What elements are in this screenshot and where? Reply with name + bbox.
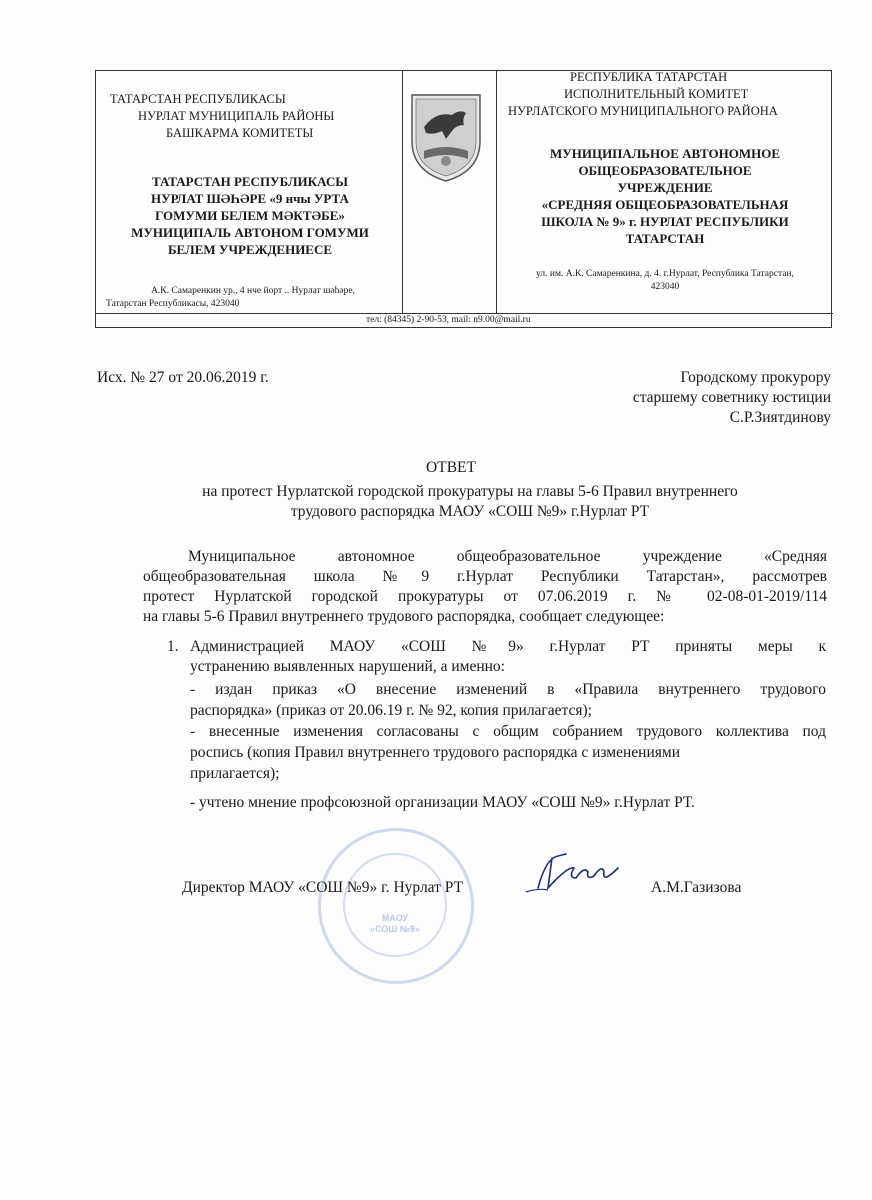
letterhead-right-heading: РЕСПУБЛИКА ТАТАРСТАН ИСПОЛНИТЕЛЬНЫЙ КОМИТЕТ НУРЛАТСКОГО МУНИЦИПАЛЬНОГО РАЙОНА xyxy=(508,70,778,118)
letterhead-left-heading: ТАТАРСТАН РЕСПУБЛИКАСЫ НУРЛАТ МУНИЦИПАЛЬ РАЙОНЫ БАШКАРМА КОМИТЕТЫ xyxy=(110,92,335,140)
list-item: - внесенные изменения согласованы с общим собранием трудового коллектива под xyxy=(190,723,826,740)
document-title: ОТВЕТ xyxy=(426,459,476,476)
signature-position: Директор МАОУ «СОШ №9» г. Нурлат РТ xyxy=(182,879,464,896)
addressee-block: Городскому прокурору старшему советнику юстиции С.Р.Зиятдинову xyxy=(632,369,831,426)
letterhead-left-address: А.К. Самаренкин ур., 4 нче йорт .. Нурлат шәһәре, Татарстан Республикасы, 423040 xyxy=(106,286,355,309)
intro-paragraph: Муниципальное автономное общеобразовательное учреждение «Средняя общеобразовательная школа №9 г.Нурлат Республики Татарстан», рассмотрев протест Нурлатской городской прокуратуры от 07.06.2019 г. № 02-08-01-2019/114 на главы 5-6 Правил внутреннего трудового распорядка, сообщает следующее: xyxy=(143,548,827,625)
handwritten-signature-icon xyxy=(518,848,628,898)
list-item: - учтено мнение профсоюзной организации МАОУ «СОШ №9» г.Нурлат РТ. xyxy=(190,794,695,811)
letterhead-right-address: ул. им. А.К. Самаренкина, д. 4. г.Нурлат, Республика Татарстан, 423040 xyxy=(536,269,794,292)
letterhead-right-school: МУНИЦИПАЛЬНОЕ АВТОНОМНОЕ ОБЩЕОБРАЗОВАТЕЛЬНОЕ УЧРЕЖДЕНИЕ «СРЕДНЯЯ ОБЩЕОБРАЗОВАТЕЛЬНАЯ ШКОЛА № 9» г. НУРЛАТ РЕСПУБЛИКИ ТАТАРСТАН xyxy=(541,146,789,246)
outgoing-ref-number: Исх. № 27 от 20.06.2019 г. xyxy=(97,369,269,386)
letterhead-divider-right xyxy=(496,71,497,313)
faded-seal-stamp: МАОУ «СОШ №9» xyxy=(318,828,474,984)
letterhead-divider-left xyxy=(402,71,403,313)
letterhead-left-school: ТАТАРСТАН РЕСПУБЛИКАСЫ НУРЛАТ ШӘҺӘРЕ «9 нчы УРТА ГОМУМИ БЕЛЕМ МӘКТӘБЕ» МУНИЦИПАЛЬ АВТОНОМ ГОМУМИ БЕЛЕМ УЧРЕЖДЕНИЕСЕ xyxy=(131,174,369,257)
document-subtitle: на протест Нурлатской городской прокуратуры на главы 5-6 Правил внутреннего трудового распорядка МАОУ «СОШ №9» г.Нурлат РТ xyxy=(202,483,738,520)
signatory-name: А.М.Газизова xyxy=(651,879,742,896)
list-item-number: 1. xyxy=(167,638,179,655)
coat-of-arms-icon xyxy=(406,89,486,185)
list-item: роспись (копия Правил внутреннего трудового распорядка с изменениями xyxy=(190,744,680,761)
list-item: распорядка» (приказ от 20.06.19 г. № 92, копия прилагается); xyxy=(190,702,592,719)
list-item: прилагается); xyxy=(190,765,280,782)
list-item: - издан приказ «О внесение изменений в «Правила внутреннего трудового xyxy=(190,681,826,698)
list-item-text: Администрацией МАОУ «СОШ №9» г.Нурлат РТ приняты меры к устранению выявленных нарушений, а именно: xyxy=(190,638,826,675)
measures-list xyxy=(190,679,826,813)
letterhead-contacts: тел: (84345) 2-90-53, mail: n9.00@mail.ru xyxy=(366,315,531,325)
letterhead xyxy=(95,70,832,328)
